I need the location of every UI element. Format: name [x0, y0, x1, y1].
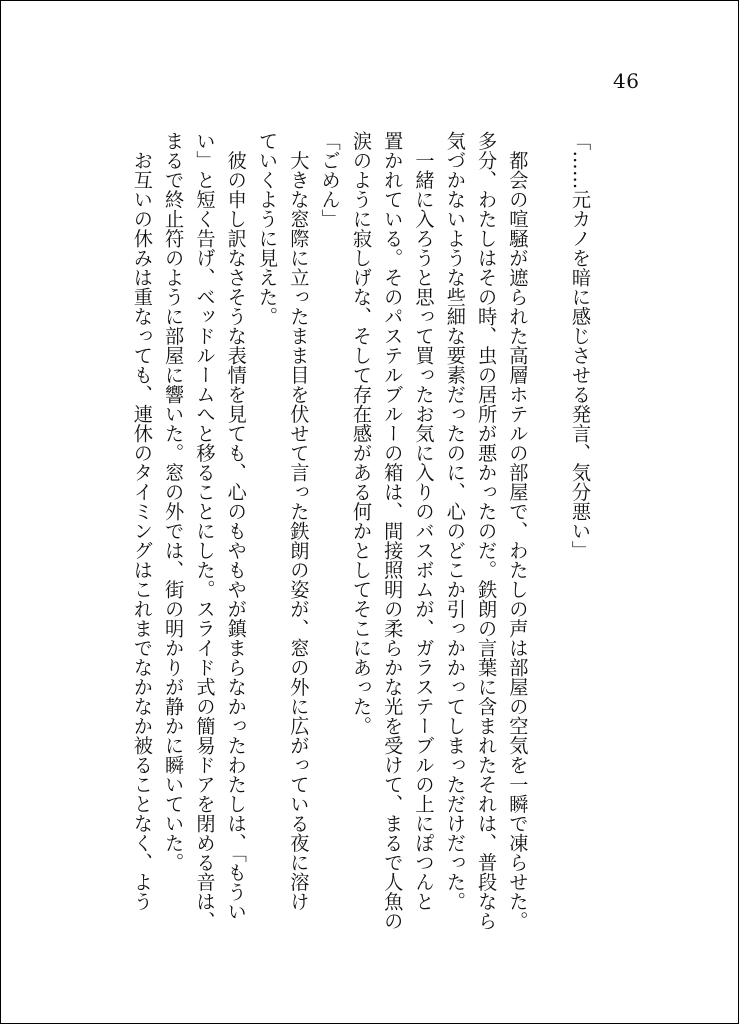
text-line: 涙のように寂しげな、そして存在感がある何かとしてそこにあった。: [349, 131, 373, 736]
text-line: 「……元カノを暗に感じさせる発言、気分悪い」: [569, 131, 592, 560]
text-line: 彼の申し訳なさそうな表情を見ても、心のもやもやが鎮まらなかったわたしは、「もうい: [224, 131, 248, 921]
text-line: ていくように見えた。: [256, 131, 280, 326]
text-line: お互いの休みは重なっても、連休のタイミングはこれまでなかなか被ることなく、よう: [130, 131, 154, 911]
text-line: 一緒に入ろうと思って買ったお気に入りのバスボムが、ガラステーブルの上にぽつんと: [412, 131, 436, 911]
blank-line: [533, 131, 564, 931]
text-line: 置かれている。そのパステルブルーの箱は、間接照明の柔らかな光を受けて、まるで人魚の: [381, 131, 405, 931]
text-line: い」と短く告げ、ベッドルームへと移ることにした。スライド式の簡易ドアを閉める音は、: [193, 131, 217, 931]
text-line: 気づかないような些細な要素だったのに、心のどこか引っかかってしまっただけだった。: [443, 131, 467, 911]
text-line: 「ごめん」: [318, 131, 342, 229]
text-line: 都会の喧騒が遮られた高層ホテルの部屋で、わたしの声は部屋の空気を一瞬で凍らせた。: [506, 131, 530, 931]
page-number: 46: [613, 69, 640, 93]
text-line: 大きな窓際に立ったまま目を伏せて言った鉄朗の姿が、窓の外に広がっている夜に溶け: [287, 131, 311, 911]
text-line: まるで終止符のように部屋に響いた。窓の外では、街の明かりが静かに瞬いていた。: [162, 131, 186, 872]
text-line: 多分、わたしはその時、虫の居所が悪かったのだ。鉄朗の言葉に含まれたそれは、普段なら: [475, 131, 499, 931]
novel-body-text: [127, 131, 596, 931]
